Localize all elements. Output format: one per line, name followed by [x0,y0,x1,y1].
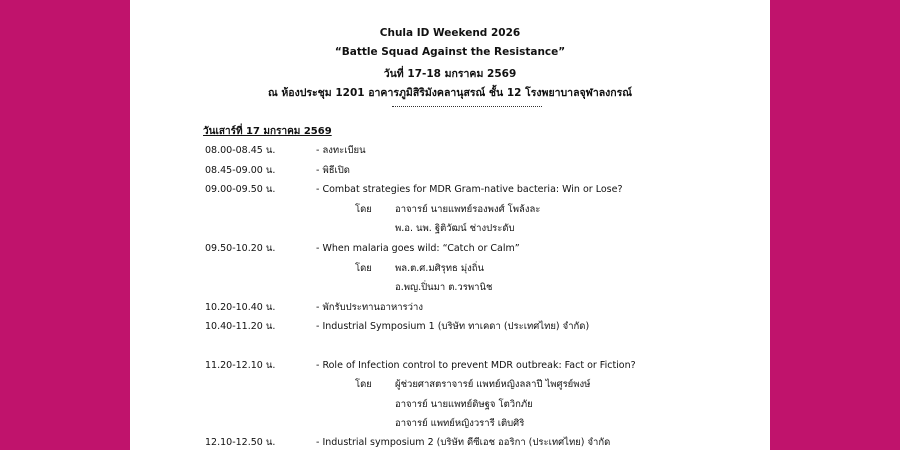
session-title: - Combat strategies for MDR Gram-native bacteria: Win or Lose? [316,184,623,195]
event-title: Chula ID Weekend 2026 [379,27,521,39]
speaker-row [130,415,770,433]
by-label: โดย [355,204,372,215]
session-time: 11.20-12.10 น. [205,360,276,371]
schedule-row [130,181,770,199]
schedule-row [130,162,770,180]
session-title: - ลงทะเบียน [316,145,366,156]
schedule-row [130,434,770,450]
day-heading: วันเสาร์ที่ 17 มกราคม 2569 [203,126,332,137]
session-time: 10.40-11.20 น. [205,321,276,332]
session-title: - When malaria goes wild: “Catch or Calm” [316,243,520,254]
speaker-name: พ.อ. นพ. ฐิติวัฒน์ ช่างประดับ [395,223,515,234]
speaker-row [130,201,770,219]
session-time: 08.00-08.45 น. [205,145,276,156]
document-page [130,0,770,450]
speaker-row [130,396,770,414]
session-title: - Industrial symposium 2 (บริษัท ดีซีเอช ออริกา (ประเทศไทย) จำกัด [316,437,611,448]
speaker-name: อาจารย์ นายแพทย์รองพงศ์ โพล้งละ [395,204,541,215]
schedule-row [130,142,770,160]
event-date: วันที่ 17-18 มกราคม 2569 [383,68,517,80]
speaker-row [130,279,770,297]
session-title: - Role of Infection control to prevent MDR outbreak: Fact or Fiction? [316,360,636,371]
event-theme: “Battle Squad Against the Resistance” [334,46,566,58]
session-time: 09.50-10.20 น. [205,243,276,254]
session-title: - พักรับประทานอาหารว่าง [316,302,423,313]
event-venue: ณ ห้องประชุม 1201 อาคารภูมิสิริมังคลานุสรณ์ ชั้น 12 โรงพยาบาลจุฬาลงกรณ์ [267,87,633,99]
session-time: 10.20-10.40 น. [205,302,276,313]
session-time: 09.00-09.50 น. [205,184,276,195]
session-time: 12.10-12.50 น. [205,437,276,448]
schedule-row [130,357,770,375]
schedule-row [130,318,770,336]
speaker-name: อ.พญ.ปิ่นมา ต.วรพานิช [395,282,493,293]
speaker-row [130,260,770,278]
schedule-row [130,299,770,317]
session-time: 08.45-09.00 น. [205,165,276,176]
speaker-name: อาจารย์ นายแพทย์ดิษฐจ โตวิกภัย [395,399,533,410]
schedule-row [130,240,770,258]
by-label: โดย [355,263,372,274]
speaker-row [130,376,770,394]
speaker-name: พล.ต.ศ.มศิรุทธ มุ่งถิ่น [395,263,484,274]
session-title: - พิธีเปิด [316,165,350,176]
session-title: - Industrial Symposium 1 (บริษัท ทาเคดา (ประเทศไทย) จำกัด) [316,321,590,332]
by-label: โดย [355,379,372,390]
speaker-row [130,220,770,238]
speaker-name: อาจารย์ แพทย์หญิงวรารี เติบศิริ [395,418,525,429]
speaker-name: ผู้ช่วยศาสตราจารย์ แพทย์หญิงลลาปี ไพศูรย์พงษ์ [395,379,591,390]
separator-line [392,106,542,107]
